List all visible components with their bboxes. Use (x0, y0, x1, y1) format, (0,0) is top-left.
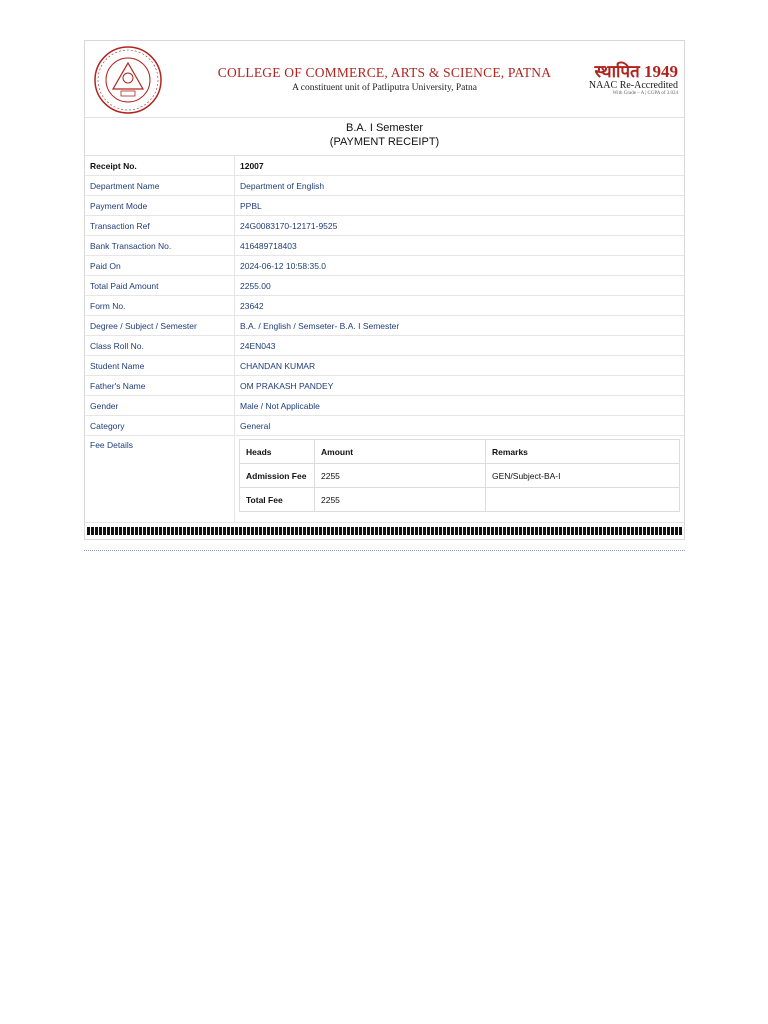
field-value: 24EN043 (235, 336, 685, 356)
field-label: Student Name (85, 356, 235, 376)
fee-amount: 2255 (315, 488, 486, 512)
table-row (240, 464, 680, 488)
fee-remarks: GEN/Subject-BA-I (486, 464, 680, 488)
column-header-amount: Amount (315, 440, 486, 464)
semester-title: B.A. I Semester (345, 122, 424, 134)
field-value: 24G0083170-12171-9525 (235, 216, 685, 236)
field-label: Class Roll No. (85, 336, 235, 356)
field-label: Degree / Subject / Semester (85, 316, 235, 336)
field-value: 2255.00 (235, 276, 685, 296)
field-label: Department Name (85, 176, 235, 196)
column-header-remarks: Remarks (486, 440, 680, 464)
fee-details-row (85, 436, 684, 523)
fee-table-header (240, 440, 680, 464)
table-row (85, 276, 684, 296)
table-row (85, 356, 684, 376)
fee-amount: 2255 (315, 464, 486, 488)
field-label: Gender (85, 396, 235, 416)
receipt-details-table (85, 156, 684, 523)
naac-grade: With Grade – A | CGPA of 3.024 (612, 91, 678, 96)
receipt-title (85, 118, 684, 156)
table-row (85, 416, 684, 436)
field-label: Bank Transaction No. (85, 236, 235, 256)
fee-details-label: Fee Details (85, 436, 235, 523)
estd-year: स्थापित 1949 (594, 62, 678, 81)
field-value: B.A. / English / Semseter- B.A. I Semester (235, 316, 685, 336)
table-row (85, 236, 684, 256)
fee-head: Admission Fee (240, 464, 315, 488)
receipt-type: (PAYMENT RECEIPT) (329, 136, 440, 148)
field-value: CHANDAN KUMAR (235, 356, 685, 376)
estd-block (589, 63, 678, 97)
receipt-header (85, 41, 684, 118)
field-label: Receipt No. (85, 156, 235, 176)
table-row (85, 336, 684, 356)
cut-line (87, 527, 682, 535)
dotted-separator (84, 550, 685, 551)
fee-remarks (486, 488, 680, 512)
table-row (85, 396, 684, 416)
naac-accreditation: NAAC Re-Accredited (588, 80, 678, 91)
field-label: Paid On (85, 256, 235, 276)
table-row (240, 488, 680, 512)
field-value: 12007 (235, 156, 685, 176)
table-row (85, 176, 684, 196)
fee-details-cell (235, 436, 685, 523)
table-row (85, 216, 684, 236)
column-header-heads: Heads (240, 440, 315, 464)
field-value: 416489718403 (235, 236, 685, 256)
table-row (85, 196, 684, 216)
table-row (85, 376, 684, 396)
table-row (85, 316, 684, 336)
field-value: Department of English (235, 176, 685, 196)
table-row (85, 296, 684, 316)
college-subtitle: A constituent unit of Patliputra University, Patna (292, 83, 477, 93)
payment-receipt (84, 40, 685, 540)
fee-table (239, 439, 680, 512)
field-label: Form No. (85, 296, 235, 316)
field-label: Total Paid Amount (85, 276, 235, 296)
field-value: OM PRAKASH PANDEY (235, 376, 685, 396)
field-value: PPBL (235, 196, 685, 216)
field-label: Father's Name (85, 376, 235, 396)
field-label: Payment Mode (85, 196, 235, 216)
table-row (85, 256, 684, 276)
field-value: 23642 (235, 296, 685, 316)
table-row (85, 156, 684, 176)
college-name: COLLEGE OF COMMERCE, ARTS & SCIENCE, PATNA (217, 65, 552, 80)
field-label: Transaction Ref (85, 216, 235, 236)
field-value: 2024-06-12 10:58:35.0 (235, 256, 685, 276)
field-value: General (235, 416, 685, 436)
field-label: Category (85, 416, 235, 436)
fee-head: Total Fee (240, 488, 315, 512)
field-value: Male / Not Applicable (235, 396, 685, 416)
